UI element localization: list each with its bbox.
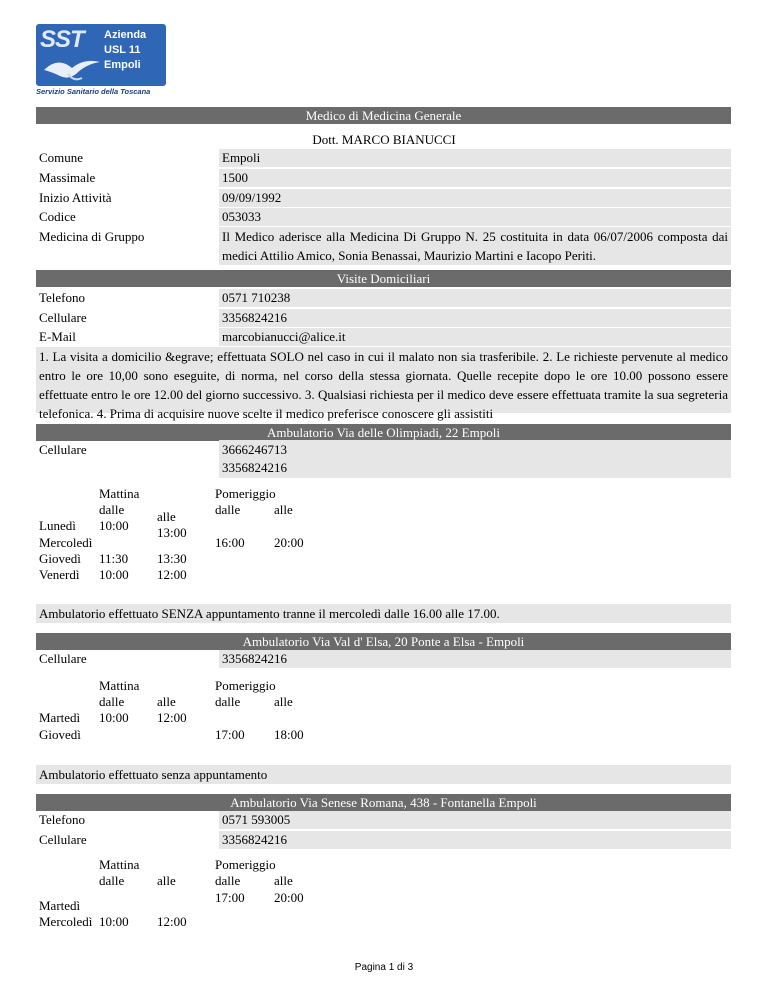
amb1-cellulare-2: 3356824216 bbox=[222, 460, 287, 475]
amb2-p-dalle-label: dalle bbox=[215, 694, 241, 709]
section-header-amb3: Ambulatorio Via Senese Romana, 438 - Fontanella Empoli bbox=[36, 794, 731, 811]
doctor-name: Dott. MARCO BIANUCCI bbox=[312, 132, 456, 147]
comune-value: Empoli bbox=[219, 149, 731, 167]
logo-box bbox=[36, 24, 166, 86]
amb1-m-alle: 12:00 bbox=[157, 567, 187, 582]
amb2-m-dalle: 10:00 bbox=[99, 710, 129, 725]
codice-value: 053033 bbox=[219, 208, 731, 226]
section-header-amb1: Ambulatorio Via delle Olimpiadi, 22 Empoli bbox=[36, 424, 731, 441]
amb3-m-alle: 12:00 bbox=[157, 914, 187, 929]
visite-telefono-label: Telefono bbox=[39, 290, 86, 305]
amb3-cellulare-value: 3356824216 bbox=[219, 831, 731, 849]
visite-cellulare-label: Cellulare bbox=[39, 310, 87, 325]
amb1-m-dalle: 10:00 bbox=[99, 518, 129, 533]
amb2-day: Martedì bbox=[39, 710, 81, 725]
amb3-day: Martedì bbox=[39, 898, 81, 913]
massimale-value: 1500 bbox=[219, 169, 731, 187]
amb3-p-alle: 20:00 bbox=[274, 890, 304, 905]
amb1-p-alle-label: alle bbox=[274, 502, 293, 517]
massimale-label: Massimale bbox=[39, 170, 96, 185]
amb3-m-alle-label: alle bbox=[157, 873, 176, 888]
inizio-label: Inizio Attività bbox=[39, 190, 112, 205]
logo-text-block bbox=[104, 28, 164, 73]
amb3-day: Mercoledì bbox=[39, 914, 93, 929]
amb3-cellulare-label: Cellulare bbox=[39, 832, 87, 847]
amb1-cellulare-1: 3666246713 bbox=[222, 442, 287, 457]
amb1-m-alle: 13:30 bbox=[157, 551, 187, 566]
seagull-icon bbox=[42, 52, 102, 84]
gruppo-label: Medicina di Gruppo bbox=[39, 229, 145, 244]
amb1-day: Mercoledì bbox=[39, 535, 93, 550]
visite-cellulare-value: 3356824216 bbox=[219, 309, 731, 327]
logo-subtitle: Servizio Sanitario della Toscana bbox=[36, 87, 151, 96]
amb1-day: Venerdì bbox=[39, 567, 80, 582]
amb2-m-dalle-label: dalle bbox=[99, 694, 125, 709]
amb3-p-alle-label: alle bbox=[274, 873, 293, 888]
visite-email-label: E-Mail bbox=[39, 329, 76, 344]
comune-label: Comune bbox=[39, 150, 84, 165]
amb2-cellulare-label: Cellulare bbox=[39, 651, 87, 666]
amb2-m-alle-label: alle bbox=[157, 694, 176, 709]
amb1-m-dalle: 10:00 bbox=[99, 567, 129, 582]
logo-usl: USL 11 bbox=[104, 44, 141, 56]
amb2-day: Giovedì bbox=[39, 727, 81, 742]
visite-telefono-value: 0571 710238 bbox=[219, 289, 731, 307]
amb2-p-dalle: 17:00 bbox=[215, 727, 245, 742]
amb3-m-dalle: 10:00 bbox=[99, 914, 129, 929]
amb3-telefono-label: Telefono bbox=[39, 812, 86, 827]
gruppo-value: Il Medico aderisce alla Medicina Di Gruppo N. 25 costituita in data 06/07/2006 composta dai medici Attilio Amico, Sonia Benassai, Maurizio Martini e Iacopo Periti. bbox=[222, 229, 728, 263]
amb2-cellulare-value: 3356824216 bbox=[219, 650, 731, 668]
amb1-m-alle: 13:00 bbox=[157, 525, 187, 540]
amb1-mattina-label: Mattina bbox=[99, 486, 140, 501]
amb1-cellulare-band bbox=[219, 440, 731, 478]
amb2-mattina-label: Mattina bbox=[99, 678, 140, 693]
inizio-value: 09/09/1992 bbox=[219, 189, 731, 207]
amb2-p-alle: 18:00 bbox=[274, 727, 304, 742]
amb1-m-dalle-label: dalle bbox=[99, 502, 125, 517]
section-header-medico: Medico di Medicina Generale bbox=[36, 107, 731, 124]
section-header-amb2: Ambulatorio Via Val d' Elsa, 20 Ponte a Elsa - Empoli bbox=[36, 633, 731, 650]
logo-azienda: Azienda bbox=[104, 29, 147, 41]
amb3-p-dalle-label: dalle bbox=[215, 873, 241, 888]
amb3-mattina-label: Mattina bbox=[99, 857, 140, 872]
amb1-m-alle-label: alle bbox=[157, 509, 176, 524]
amb1-p-dalle: 16:00 bbox=[215, 535, 245, 550]
amb1-cellulare-label: Cellulare bbox=[39, 442, 87, 457]
amb2-note: Ambulatorio effettuato senza appuntamento bbox=[39, 767, 268, 782]
amb1-pomeriggio-label: Pomeriggio bbox=[215, 486, 276, 501]
amb1-day: Lunedì bbox=[39, 518, 76, 533]
amb3-pomeriggio-label: Pomeriggio bbox=[215, 857, 276, 872]
asl-logo bbox=[36, 24, 168, 100]
amb3-m-dalle-label: dalle bbox=[99, 873, 125, 888]
codice-label: Codice bbox=[39, 209, 76, 224]
page-number: Pagina 1 di 3 bbox=[354, 962, 414, 973]
amb1-p-dalle-label: dalle bbox=[215, 502, 241, 517]
amb1-p-alle: 20:00 bbox=[274, 535, 304, 550]
amb2-pomeriggio-label: Pomeriggio bbox=[215, 678, 276, 693]
amb3-telefono-value: 0571 593005 bbox=[219, 811, 731, 829]
amb1-m-dalle: 11:30 bbox=[99, 551, 129, 566]
amb1-note: Ambulatorio effettuato SENZA appuntamento tranne il mercoledì dalle 16.00 alle 17.00. bbox=[39, 606, 500, 621]
visite-note: 1. La visita a domicilio &egrave; effettuata SOLO nel caso in cui il malato non sia trasferibile. 2. Le richieste pervenute al medico entro le ore 10,00 sono eseguite, di norma, nel corso della stessa giornata. Quelle recepite dopo le ore 10.00 possono essere effettuate entro le ore 12.00 del giorno successivo. 3. Qualsiasi richiesta per il medico deve essere effettuata tramite la sua segreteria telefonica. 4. Prima di acquisire nuove scelte il medico preferisce conoscere gli assistiti bbox=[39, 349, 728, 421]
amb3-p-dalle: 17:00 bbox=[215, 890, 245, 905]
logo-city: Empoli bbox=[104, 59, 141, 71]
amb2-m-alle: 12:00 bbox=[157, 710, 187, 725]
visite-email-value: marcobianucci@alice.it bbox=[219, 328, 731, 346]
section-header-visite: Visite Domiciliari bbox=[36, 270, 731, 287]
amb1-day: Giovedì bbox=[39, 551, 81, 566]
amb2-p-alle-label: alle bbox=[274, 694, 293, 709]
logo-sst-text: SST bbox=[40, 26, 84, 53]
